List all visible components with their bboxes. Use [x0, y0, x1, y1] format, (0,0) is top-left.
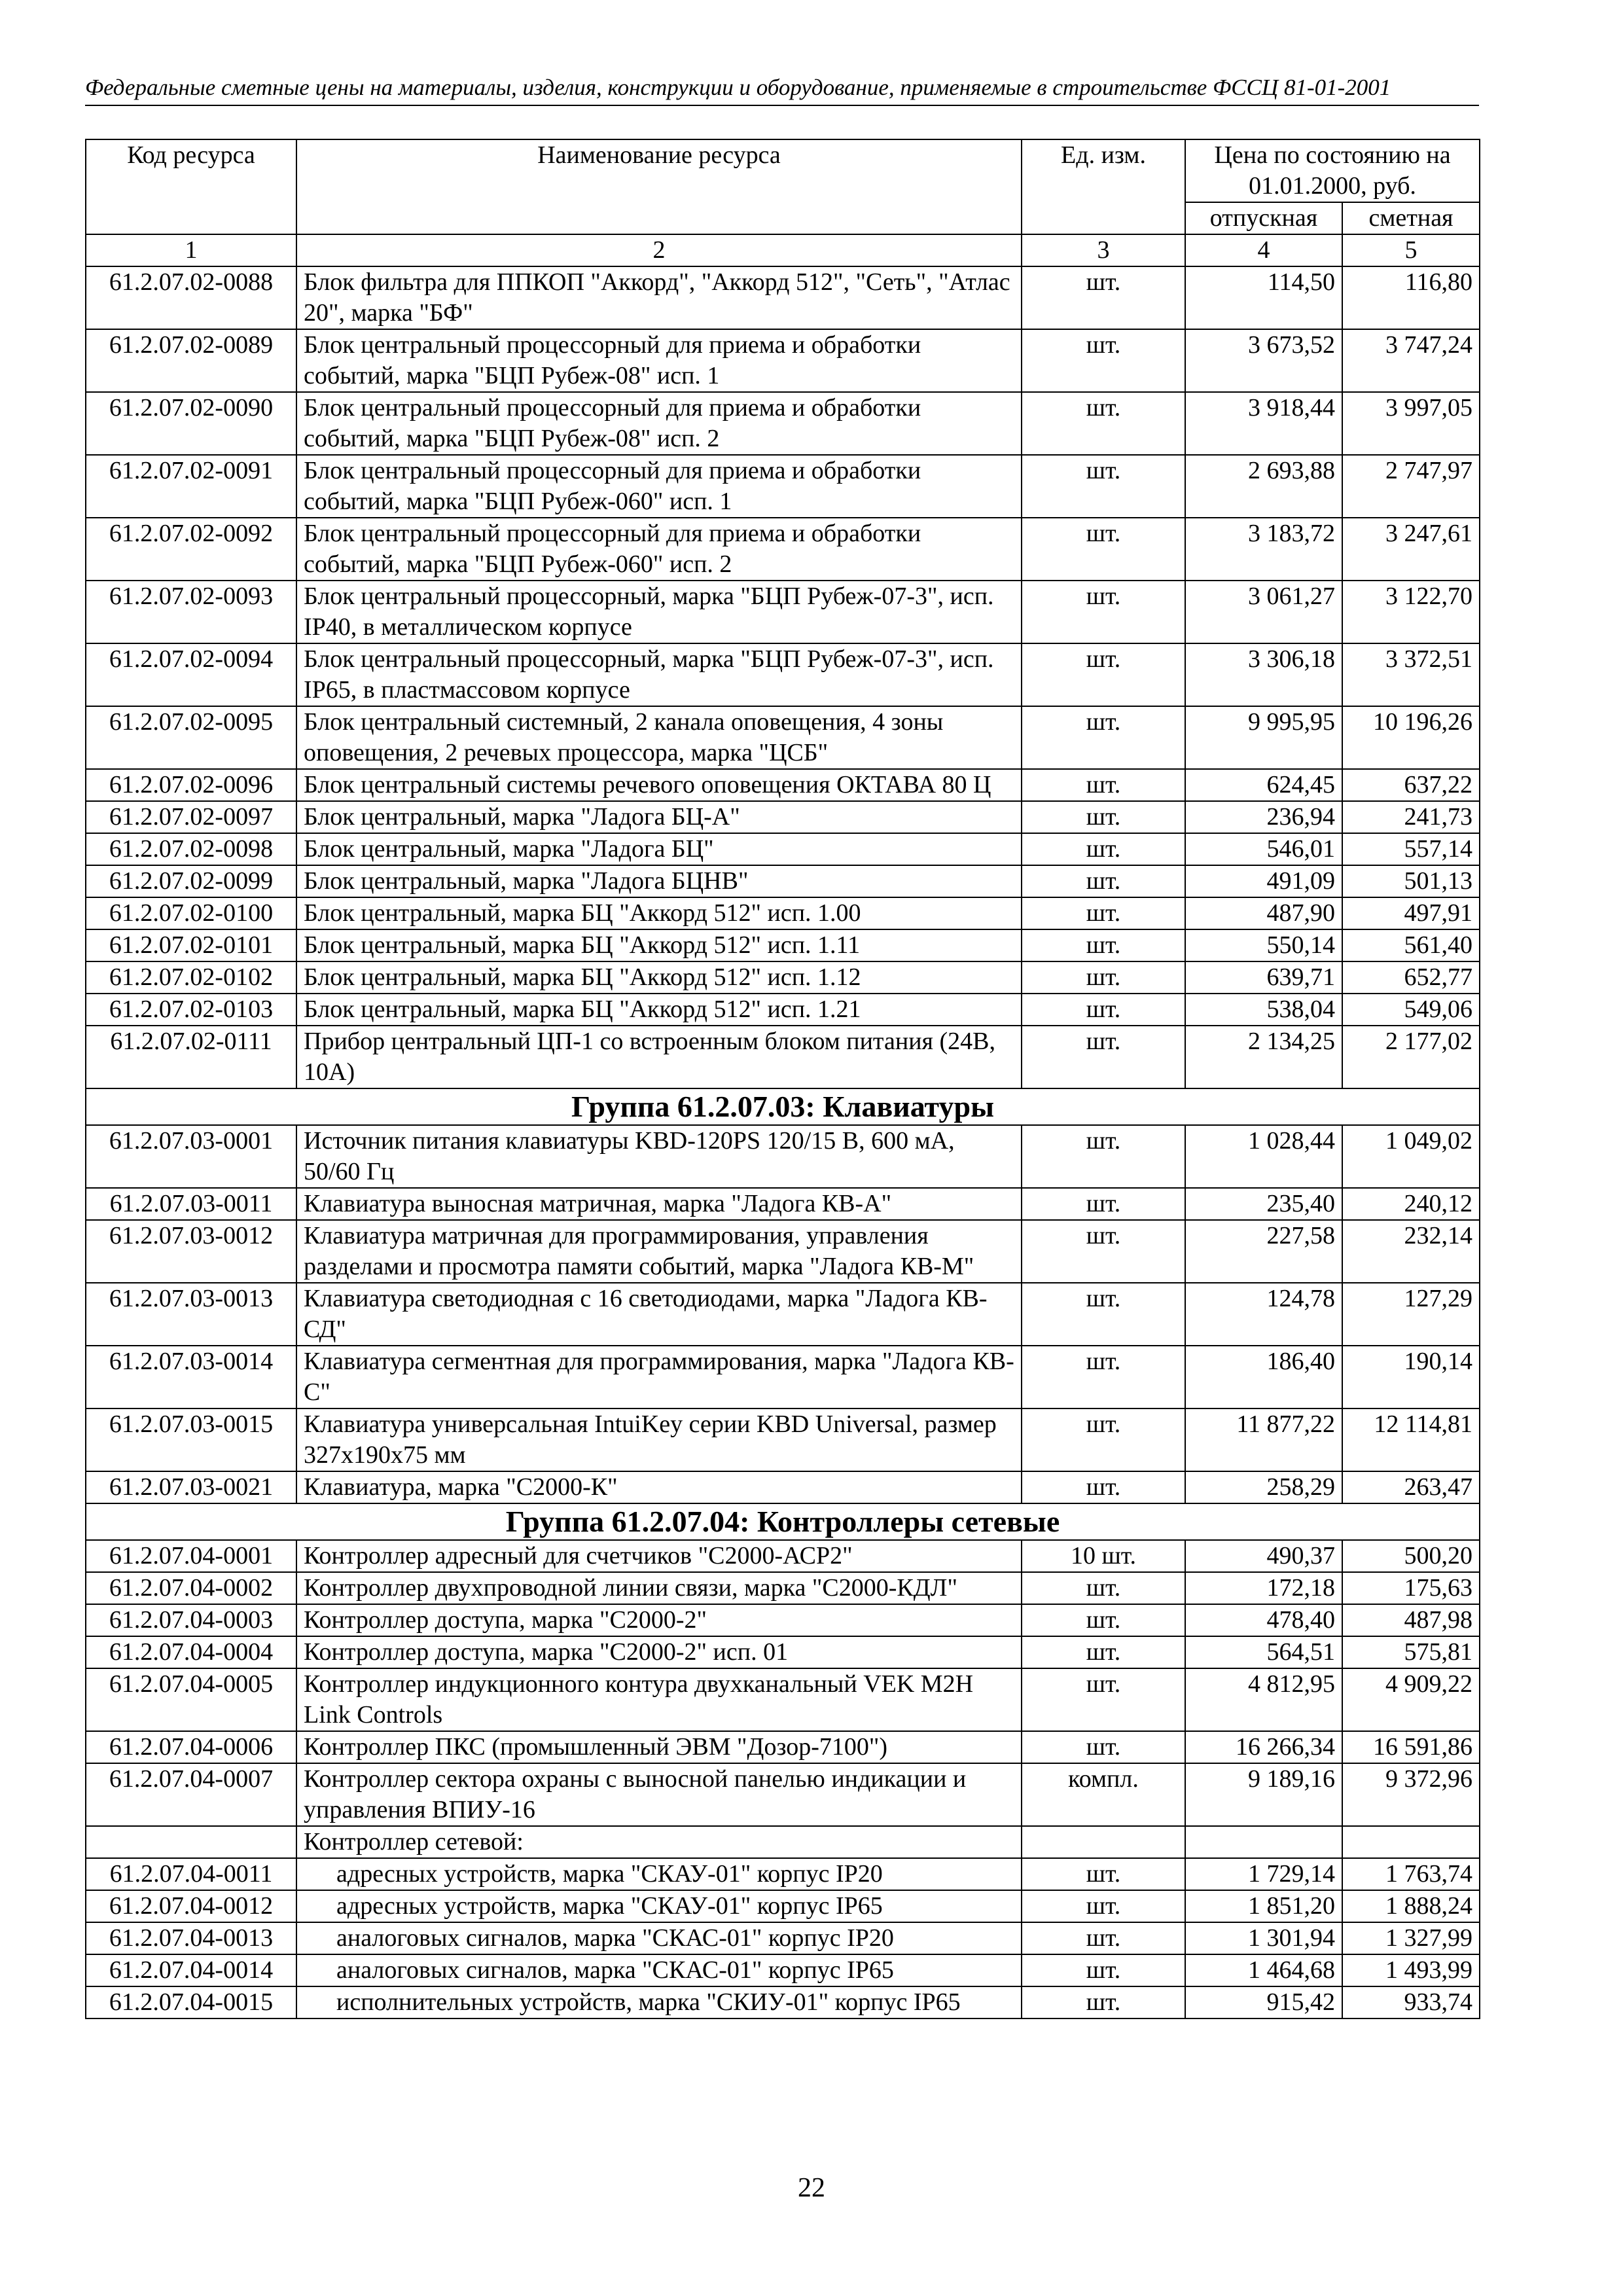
resource-name: Блок центральный, марка "Ладога БЦ": [296, 833, 1022, 865]
release-price: 3 061,27: [1185, 581, 1342, 643]
estimate-price: 549,06: [1342, 994, 1480, 1026]
release-price: 1 464,68: [1185, 1954, 1342, 1986]
price-table: [85, 139, 1480, 2019]
col-number: 1: [86, 234, 296, 266]
table-row: [86, 1922, 1480, 1954]
estimate-price: 3 372,51: [1342, 643, 1480, 706]
resource-name: Клавиатура матричная для программирования, управления разделами и просмотра памяти событий, марка "Ладога КВ-М": [296, 1220, 1022, 1283]
table-row: [86, 1471, 1480, 1503]
release-price: 1 301,94: [1185, 1922, 1342, 1954]
resource-code: 61.2.07.02-0091: [86, 455, 296, 518]
unit: шт.: [1022, 1604, 1185, 1636]
release-price: 490,37: [1185, 1540, 1342, 1572]
unit: шт.: [1022, 1572, 1185, 1604]
resource-code: 61.2.07.03-0001: [86, 1125, 296, 1188]
unit: шт.: [1022, 865, 1185, 897]
resource-name: Контроллер сектора охраны с выносной панелью индикации и управления ВПИУ-16: [296, 1763, 1022, 1826]
resource-name: аналоговых сигналов, марка "СКАС-01" корпус IP20: [296, 1922, 1022, 1954]
resource-name: Контроллер двухпроводной линии связи, марка "С2000-КДЛ": [296, 1572, 1022, 1604]
table-row: [86, 1858, 1480, 1890]
estimate-price: 116,80: [1342, 266, 1480, 329]
unit: шт.: [1022, 1731, 1185, 1763]
resource-code: 61.2.07.04-0007: [86, 1763, 296, 1826]
estimate-price: 240,12: [1342, 1188, 1480, 1220]
release-price: 4 812,95: [1185, 1668, 1342, 1731]
resource-name: Контроллер доступа, марка "С2000-2" исп. 01: [296, 1636, 1022, 1668]
estimate-price: 1 327,99: [1342, 1922, 1480, 1954]
resource-name: Блок центральный, марка БЦ "Аккорд 512" исп. 1.21: [296, 994, 1022, 1026]
resource-name: Клавиатура, марка "С2000-К": [296, 1471, 1022, 1503]
table-row: [86, 518, 1480, 581]
resource-name: исполнительных устройств, марка "СКИУ-01" корпус IP65: [296, 1986, 1022, 2018]
resource-code: 61.2.07.02-0090: [86, 392, 296, 455]
subheader-row: [86, 1826, 1480, 1858]
estimate-price: 241,73: [1342, 801, 1480, 833]
estimate-price: 16 591,86: [1342, 1731, 1480, 1763]
release-price: 915,42: [1185, 1986, 1342, 2018]
unit: шт.: [1022, 1125, 1185, 1188]
estimate-price: 500,20: [1342, 1540, 1480, 1572]
resource-code: 61.2.07.02-0099: [86, 865, 296, 897]
table-row: [86, 455, 1480, 518]
resource-code: 61.2.07.02-0102: [86, 961, 296, 994]
resource-code: 61.2.07.02-0089: [86, 329, 296, 392]
table-row: [86, 392, 1480, 455]
estimate-price: 127,29: [1342, 1283, 1480, 1346]
release-price: 114,50: [1185, 266, 1342, 329]
table-row: [86, 1220, 1480, 1283]
estimate-price: 190,14: [1342, 1346, 1480, 1408]
release-price: 1 851,20: [1185, 1890, 1342, 1922]
resource-code: 61.2.07.04-0004: [86, 1636, 296, 1668]
resource-code: 61.2.07.04-0006: [86, 1731, 296, 1763]
estimate-price: 2 177,02: [1342, 1026, 1480, 1088]
col-header-unit: Ед. изм.: [1022, 139, 1185, 234]
col-number: 5: [1342, 234, 1480, 266]
release-price: 3 673,52: [1185, 329, 1342, 392]
resource-name: Блок центральный процессорный для приема и обработки событий, марка "БЦП Рубеж-08" исп. 2: [296, 392, 1022, 455]
col-header-release: отпускная: [1185, 202, 1342, 234]
estimate-price: 1 493,99: [1342, 1954, 1480, 1986]
unit: шт.: [1022, 266, 1185, 329]
release-price: 550,14: [1185, 929, 1342, 961]
table-row: [86, 1408, 1480, 1471]
estimate-price: 652,77: [1342, 961, 1480, 994]
table-row: [86, 961, 1480, 994]
table-row: [86, 801, 1480, 833]
unit: шт.: [1022, 961, 1185, 994]
release-price: 9 995,95: [1185, 706, 1342, 769]
resource-code: 61.2.07.04-0012: [86, 1890, 296, 1922]
estimate-price: 1 763,74: [1342, 1858, 1480, 1890]
resource-code: 61.2.07.04-0011: [86, 1858, 296, 1890]
release-price: 491,09: [1185, 865, 1342, 897]
resource-name: Блок центральный, марка БЦ "Аккорд 512" исп. 1.00: [296, 897, 1022, 929]
estimate-price: 232,14: [1342, 1220, 1480, 1283]
unit: шт.: [1022, 769, 1185, 801]
release-price: 16 266,34: [1185, 1731, 1342, 1763]
release-price: 186,40: [1185, 1346, 1342, 1408]
table-row: [86, 643, 1480, 706]
unit: шт.: [1022, 929, 1185, 961]
resource-code: 61.2.07.03-0015: [86, 1408, 296, 1471]
unit: шт.: [1022, 1026, 1185, 1088]
estimate-price: 175,63: [1342, 1572, 1480, 1604]
unit: шт.: [1022, 1858, 1185, 1890]
resource-name: Контроллер адресный для счетчиков "С2000-АСР2": [296, 1540, 1022, 1572]
table-row: [86, 1026, 1480, 1088]
table-row: [86, 329, 1480, 392]
estimate-price: 3 747,24: [1342, 329, 1480, 392]
release-price: 3 183,72: [1185, 518, 1342, 581]
table-row: [86, 1604, 1480, 1636]
estimate-price: 487,98: [1342, 1604, 1480, 1636]
col-header-name: Наименование ресурса: [296, 139, 1022, 234]
table-row: [86, 1986, 1480, 2018]
estimate-price: [1342, 1826, 1480, 1858]
resource-code: 61.2.07.04-0014: [86, 1954, 296, 1986]
table-row: [86, 1954, 1480, 1986]
resource-code: 61.2.07.04-0003: [86, 1604, 296, 1636]
unit: шт.: [1022, 994, 1185, 1026]
estimate-price: 637,22: [1342, 769, 1480, 801]
release-price: 1 028,44: [1185, 1125, 1342, 1188]
release-price: 9 189,16: [1185, 1763, 1342, 1826]
table-row: [86, 1540, 1480, 1572]
estimate-price: 575,81: [1342, 1636, 1480, 1668]
resource-code: 61.2.07.04-0005: [86, 1668, 296, 1731]
estimate-price: 10 196,26: [1342, 706, 1480, 769]
resource-name: Блок центральный процессорный, марка "БЦП Рубеж-07-3", исп. IP65, в пластмассовом корпусе: [296, 643, 1022, 706]
unit: шт.: [1022, 1954, 1185, 1986]
resource-name: Контроллер индукционного контура двухканальный VEK M2H Link Controls: [296, 1668, 1022, 1731]
release-price: 124,78: [1185, 1283, 1342, 1346]
resource-code: 61.2.07.04-0013: [86, 1922, 296, 1954]
release-price: 624,45: [1185, 769, 1342, 801]
release-price: 2 693,88: [1185, 455, 1342, 518]
release-price: 478,40: [1185, 1604, 1342, 1636]
resource-name: Контроллер сетевой:: [296, 1826, 1022, 1858]
col-number: 2: [296, 234, 1022, 266]
table-row: [86, 706, 1480, 769]
release-price: [1185, 1826, 1342, 1858]
unit: шт.: [1022, 1986, 1185, 2018]
table-row: [86, 1572, 1480, 1604]
resource-name: Блок центральный процессорный для приема и обработки событий, марка "БЦП Рубеж-08" исп. 1: [296, 329, 1022, 392]
unit: шт.: [1022, 329, 1185, 392]
resource-code: 61.2.07.02-0098: [86, 833, 296, 865]
unit: шт.: [1022, 1471, 1185, 1503]
resource-name: Контроллер ПКС (промышленный ЭВМ "Дозор-7100"): [296, 1731, 1022, 1763]
table-row: [86, 1668, 1480, 1731]
resource-code: 61.2.07.04-0002: [86, 1572, 296, 1604]
table-row: [86, 1188, 1480, 1220]
resource-name: Блок центральный процессорный для приема и обработки событий, марка "БЦП Рубеж-060" исп. 1: [296, 455, 1022, 518]
estimate-price: 12 114,81: [1342, 1408, 1480, 1471]
col-header-estimate: сметная: [1342, 202, 1480, 234]
estimate-price: 9 372,96: [1342, 1763, 1480, 1826]
release-price: 564,51: [1185, 1636, 1342, 1668]
table-row: [86, 994, 1480, 1026]
resource-code: 61.2.07.02-0100: [86, 897, 296, 929]
release-price: 236,94: [1185, 801, 1342, 833]
estimate-price: 3 997,05: [1342, 392, 1480, 455]
resource-name: Блок центральный, марка "Ладога БЦНВ": [296, 865, 1022, 897]
resource-code: 61.2.07.03-0013: [86, 1283, 296, 1346]
col-header-code: Код ресурса: [86, 139, 296, 234]
unit: шт.: [1022, 1220, 1185, 1283]
release-price: 538,04: [1185, 994, 1342, 1026]
table-row: [86, 865, 1480, 897]
resource-name: Клавиатура сегментная для программирования, марка "Ладога КВ-С": [296, 1346, 1022, 1408]
unit: шт.: [1022, 1408, 1185, 1471]
resource-code: 61.2.07.03-0014: [86, 1346, 296, 1408]
unit: компл.: [1022, 1763, 1185, 1826]
resource-code: 61.2.07.03-0012: [86, 1220, 296, 1283]
table-row: [86, 1763, 1480, 1826]
unit: шт.: [1022, 706, 1185, 769]
table-row: [86, 833, 1480, 865]
resource-name: Блок центральный, марка "Ладога БЦ-А": [296, 801, 1022, 833]
resource-name: Блок центральный, марка БЦ "Аккорд 512" исп. 1.12: [296, 961, 1022, 994]
column-number-row: [86, 234, 1480, 266]
resource-code: 61.2.07.02-0101: [86, 929, 296, 961]
estimate-price: 497,91: [1342, 897, 1480, 929]
resource-name: адресных устройств, марка "СКАУ-01" корпус IP65: [296, 1890, 1022, 1922]
release-price: 258,29: [1185, 1471, 1342, 1503]
resource-code: 61.2.07.02-0095: [86, 706, 296, 769]
estimate-price: 1 888,24: [1342, 1890, 1480, 1922]
release-price: 3 306,18: [1185, 643, 1342, 706]
unit: шт.: [1022, 1922, 1185, 1954]
release-price: 11 877,22: [1185, 1408, 1342, 1471]
unit: шт.: [1022, 455, 1185, 518]
unit: шт.: [1022, 643, 1185, 706]
resource-code: 61.2.07.03-0021: [86, 1471, 296, 1503]
release-price: 639,71: [1185, 961, 1342, 994]
table-row: [86, 929, 1480, 961]
unit: шт.: [1022, 833, 1185, 865]
resource-name: Блок центральный системы речевого оповещения ОКТАВА 80 Ц: [296, 769, 1022, 801]
running-header: Федеральные сметные цены на материалы, изделия, конструкции и оборудование, применяемые в строительстве ФССЦ 81-01-2001: [85, 73, 1479, 106]
table-row: [86, 1731, 1480, 1763]
release-price: 546,01: [1185, 833, 1342, 865]
resource-name: аналоговых сигналов, марка "СКАС-01" корпус IP65: [296, 1954, 1022, 1986]
table-row: [86, 897, 1480, 929]
estimate-price: 4 909,22: [1342, 1668, 1480, 1731]
resource-name: Блок центральный системный, 2 канала оповещения, 4 зоны оповещения, 2 речевых процессора, марка "ЦСБ": [296, 706, 1022, 769]
estimate-price: 263,47: [1342, 1471, 1480, 1503]
table-row: [86, 1346, 1480, 1408]
resource-code: 61.2.07.02-0097: [86, 801, 296, 833]
resource-name: Источник питания клавиатуры KBD-120PS 120/15 В, 600 мА, 50/60 Гц: [296, 1125, 1022, 1188]
col-number: 4: [1185, 234, 1342, 266]
resource-code: 61.2.07.02-0111: [86, 1026, 296, 1088]
table-row: [86, 1283, 1480, 1346]
resource-name: Блок центральный процессорный для приема и обработки событий, марка "БЦП Рубеж-060" исп. 2: [296, 518, 1022, 581]
release-price: 235,40: [1185, 1188, 1342, 1220]
unit: шт.: [1022, 801, 1185, 833]
group-header-row: [86, 1088, 1480, 1125]
unit: шт.: [1022, 1346, 1185, 1408]
group-title: Группа 61.2.07.04: Контроллеры сетевые: [86, 1503, 1480, 1540]
unit: шт.: [1022, 1188, 1185, 1220]
release-price: 1 729,14: [1185, 1858, 1342, 1890]
resource-code: [86, 1826, 296, 1858]
unit: шт.: [1022, 1890, 1185, 1922]
resource-name: Блок центральный, марка БЦ "Аккорд 512" исп. 1.11: [296, 929, 1022, 961]
resource-name: Клавиатура светодиодная с 16 светодиодами, марка "Ладога КВ- СД": [296, 1283, 1022, 1346]
resource-name: адресных устройств, марка "СКАУ-01" корпус IP20: [296, 1858, 1022, 1890]
estimate-price: 557,14: [1342, 833, 1480, 865]
resource-code: 61.2.07.02-0096: [86, 769, 296, 801]
table-row: [86, 769, 1480, 801]
estimate-price: 2 747,97: [1342, 455, 1480, 518]
group-header-row: [86, 1503, 1480, 1540]
release-price: 227,58: [1185, 1220, 1342, 1283]
resource-code: 61.2.07.04-0015: [86, 1986, 296, 2018]
estimate-price: 3 247,61: [1342, 518, 1480, 581]
resource-code: 61.2.07.02-0103: [86, 994, 296, 1026]
estimate-price: 561,40: [1342, 929, 1480, 961]
resource-code: 61.2.07.04-0001: [86, 1540, 296, 1572]
release-price: 2 134,25: [1185, 1026, 1342, 1088]
estimate-price: 1 049,02: [1342, 1125, 1480, 1188]
unit: шт.: [1022, 581, 1185, 643]
unit: шт.: [1022, 1636, 1185, 1668]
resource-name: Блок фильтра для ППКОП "Аккорд", "Аккорд 512", "Сеть", "Атлас 20", марка "БФ": [296, 266, 1022, 329]
resource-code: 61.2.07.02-0088: [86, 266, 296, 329]
col-header-price-group: Цена по состоянию на 01.01.2000, руб.: [1185, 139, 1480, 202]
page-number: 22: [798, 2173, 825, 2203]
table-row: [86, 266, 1480, 329]
release-price: 172,18: [1185, 1572, 1342, 1604]
resource-code: 61.2.07.02-0092: [86, 518, 296, 581]
resource-code: 61.2.07.03-0011: [86, 1188, 296, 1220]
estimate-price: 933,74: [1342, 1986, 1480, 2018]
column-header-row: [86, 139, 1480, 202]
unit: шт.: [1022, 1283, 1185, 1346]
resource-code: 61.2.07.02-0093: [86, 581, 296, 643]
resource-name: Клавиатура выносная матричная, марка "Ладога КВ-А": [296, 1188, 1022, 1220]
unit: шт.: [1022, 1668, 1185, 1731]
release-price: 487,90: [1185, 897, 1342, 929]
resource-name: Контроллер доступа, марка "С2000-2": [296, 1604, 1022, 1636]
col-number: 3: [1022, 234, 1185, 266]
unit: шт.: [1022, 897, 1185, 929]
table-row: [86, 581, 1480, 643]
table-row: [86, 1890, 1480, 1922]
unit: шт.: [1022, 392, 1185, 455]
table-row: [86, 1636, 1480, 1668]
estimate-price: 501,13: [1342, 865, 1480, 897]
resource-name: Клавиатура универсальная IntuiKey серии KBD Universal, размер 327x190x75 мм: [296, 1408, 1022, 1471]
unit: [1022, 1826, 1185, 1858]
table-row: [86, 1125, 1480, 1188]
unit: шт.: [1022, 518, 1185, 581]
estimate-price: 3 122,70: [1342, 581, 1480, 643]
release-price: 3 918,44: [1185, 392, 1342, 455]
resource-code: 61.2.07.02-0094: [86, 643, 296, 706]
resource-name: Прибор центральный ЦП-1 со встроенным блоком питания (24В, 10А): [296, 1026, 1022, 1088]
resource-name: Блок центральный процессорный, марка "БЦП Рубеж-07-3", исп. IP40, в металлическом корпусе: [296, 581, 1022, 643]
group-title: Группа 61.2.07.03: Клавиатуры: [86, 1088, 1480, 1125]
unit: 10 шт.: [1022, 1540, 1185, 1572]
